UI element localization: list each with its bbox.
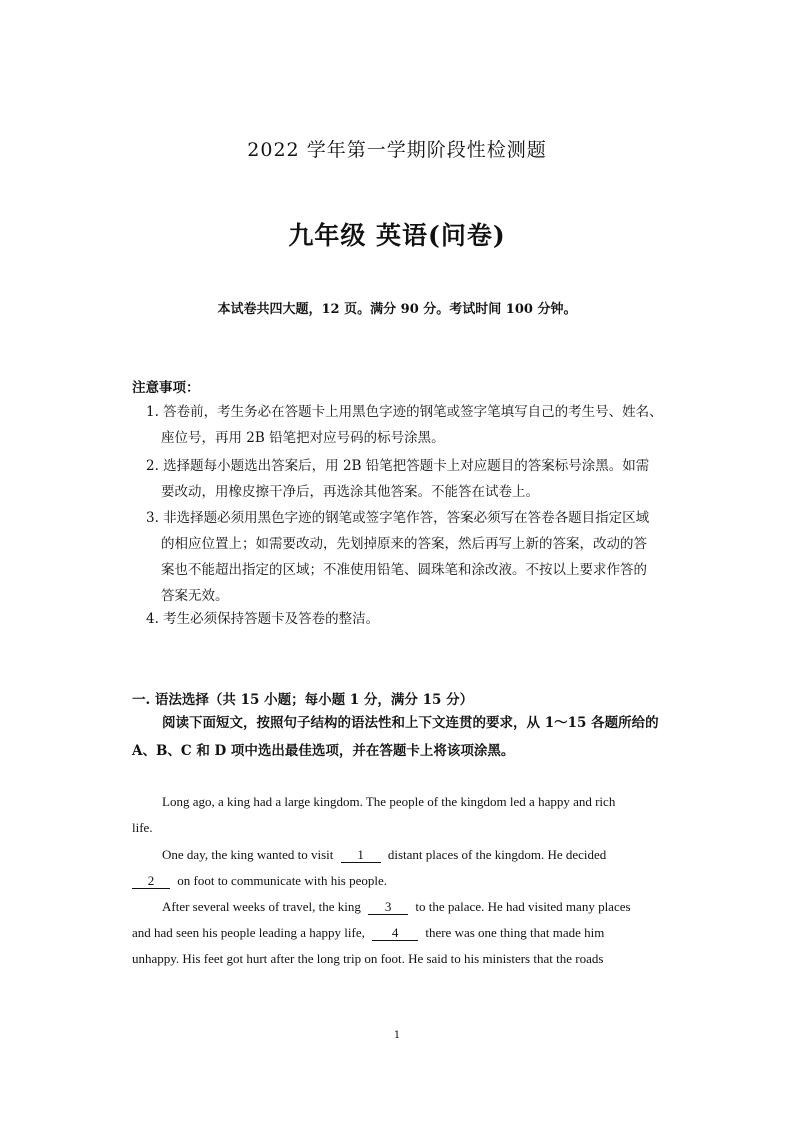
passage-text: on foot to communicate with his people. bbox=[177, 873, 388, 888]
exam-subtitle: 九年级 英语(问卷) bbox=[288, 221, 506, 250]
notes-heading: 注意事项： bbox=[132, 380, 200, 396]
section-instruction-line2: A、B、C 和 D 项中选出最佳选项，并在答题卡上将该项涂黑。 bbox=[132, 743, 515, 759]
blank-4: 4 bbox=[372, 926, 418, 941]
note-item-3 bbox=[146, 505, 706, 609]
passage-line: unhappy. His feet got hurt after the long trip on foot. He said to his ministers that the roads bbox=[132, 951, 604, 966]
blank-3: 3 bbox=[368, 900, 408, 915]
note-line: 座位号，再用 2B 铅笔把对应号码的标号涂黑。 bbox=[161, 430, 445, 446]
passage-text: and had seen his people leading a happy life, bbox=[132, 925, 365, 940]
note-line: 4. 考生必须保持答题卡及答卷的整洁。 bbox=[146, 611, 380, 627]
note-line: 要改动，用橡皮擦干净后，再选涂其他答案。不能答在试卷上。 bbox=[161, 484, 539, 500]
note-line: 3. 非选择题必须用黑色字迹的钢笔或签字笔作答，答案必须写在答卷各题目指定区域 bbox=[146, 510, 650, 526]
passage-line: life. bbox=[132, 820, 153, 835]
section-instruction-line1: 阅读下面短文，按照句子结构的语法性和上下文连贯的要求，从 1～15 各题所给的 bbox=[162, 715, 659, 731]
note-item-4 bbox=[146, 606, 706, 632]
exam-title: 2022 学年第一学期阶段性检测题 bbox=[247, 139, 547, 161]
blank-2: 2 bbox=[132, 874, 170, 889]
note-line: 案也不能超出指定的区域；不准使用铅笔、圆珠笔和涂改液。不按以上要求作答的 bbox=[161, 562, 647, 578]
note-line: 2. 选择题每小题选出答案后，用 2B 铅笔把答题卡上对应题目的答案标号涂黑。如需 bbox=[146, 458, 650, 474]
note-item-1 bbox=[146, 399, 706, 451]
passage-line bbox=[132, 925, 604, 941]
passage-text: to the palace. He had visited many places bbox=[415, 899, 631, 914]
note-item-2 bbox=[146, 453, 706, 505]
note-line: 的相应位置上；如需要改动，先划掉原来的答案，然后再写上新的答案，改动的答 bbox=[161, 536, 647, 552]
page-number: 1 bbox=[393, 1030, 401, 1041]
note-line: 1. 答卷前，考生务必在答题卡上用黑色字迹的钢笔或签字笔填写自己的考生号、姓名、 bbox=[146, 404, 663, 420]
passage-text: After several weeks of travel, the king bbox=[162, 899, 361, 914]
note-line: 答案无效。 bbox=[161, 588, 229, 604]
passage-line bbox=[162, 847, 606, 863]
passage-line bbox=[132, 873, 387, 889]
passage-text: One day, the king wanted to visit bbox=[162, 847, 334, 862]
passage-line bbox=[162, 899, 631, 915]
passage-text: distant places of the kingdom. He decided bbox=[387, 847, 607, 862]
section-heading: 一. 语法选择（共 15 小题；每小题 1 分，满分 15 分） bbox=[132, 692, 474, 708]
blank-1: 1 bbox=[341, 848, 381, 863]
passage-text: there was one thing that made him bbox=[425, 925, 605, 940]
passage-line: Long ago, a king had a large kingdom. The people of the kingdom led a happy and rich bbox=[162, 794, 616, 809]
exam-info: 本试卷共四大题，12 页。满分 90 分。考试时间 100 分钟。 bbox=[217, 302, 577, 317]
